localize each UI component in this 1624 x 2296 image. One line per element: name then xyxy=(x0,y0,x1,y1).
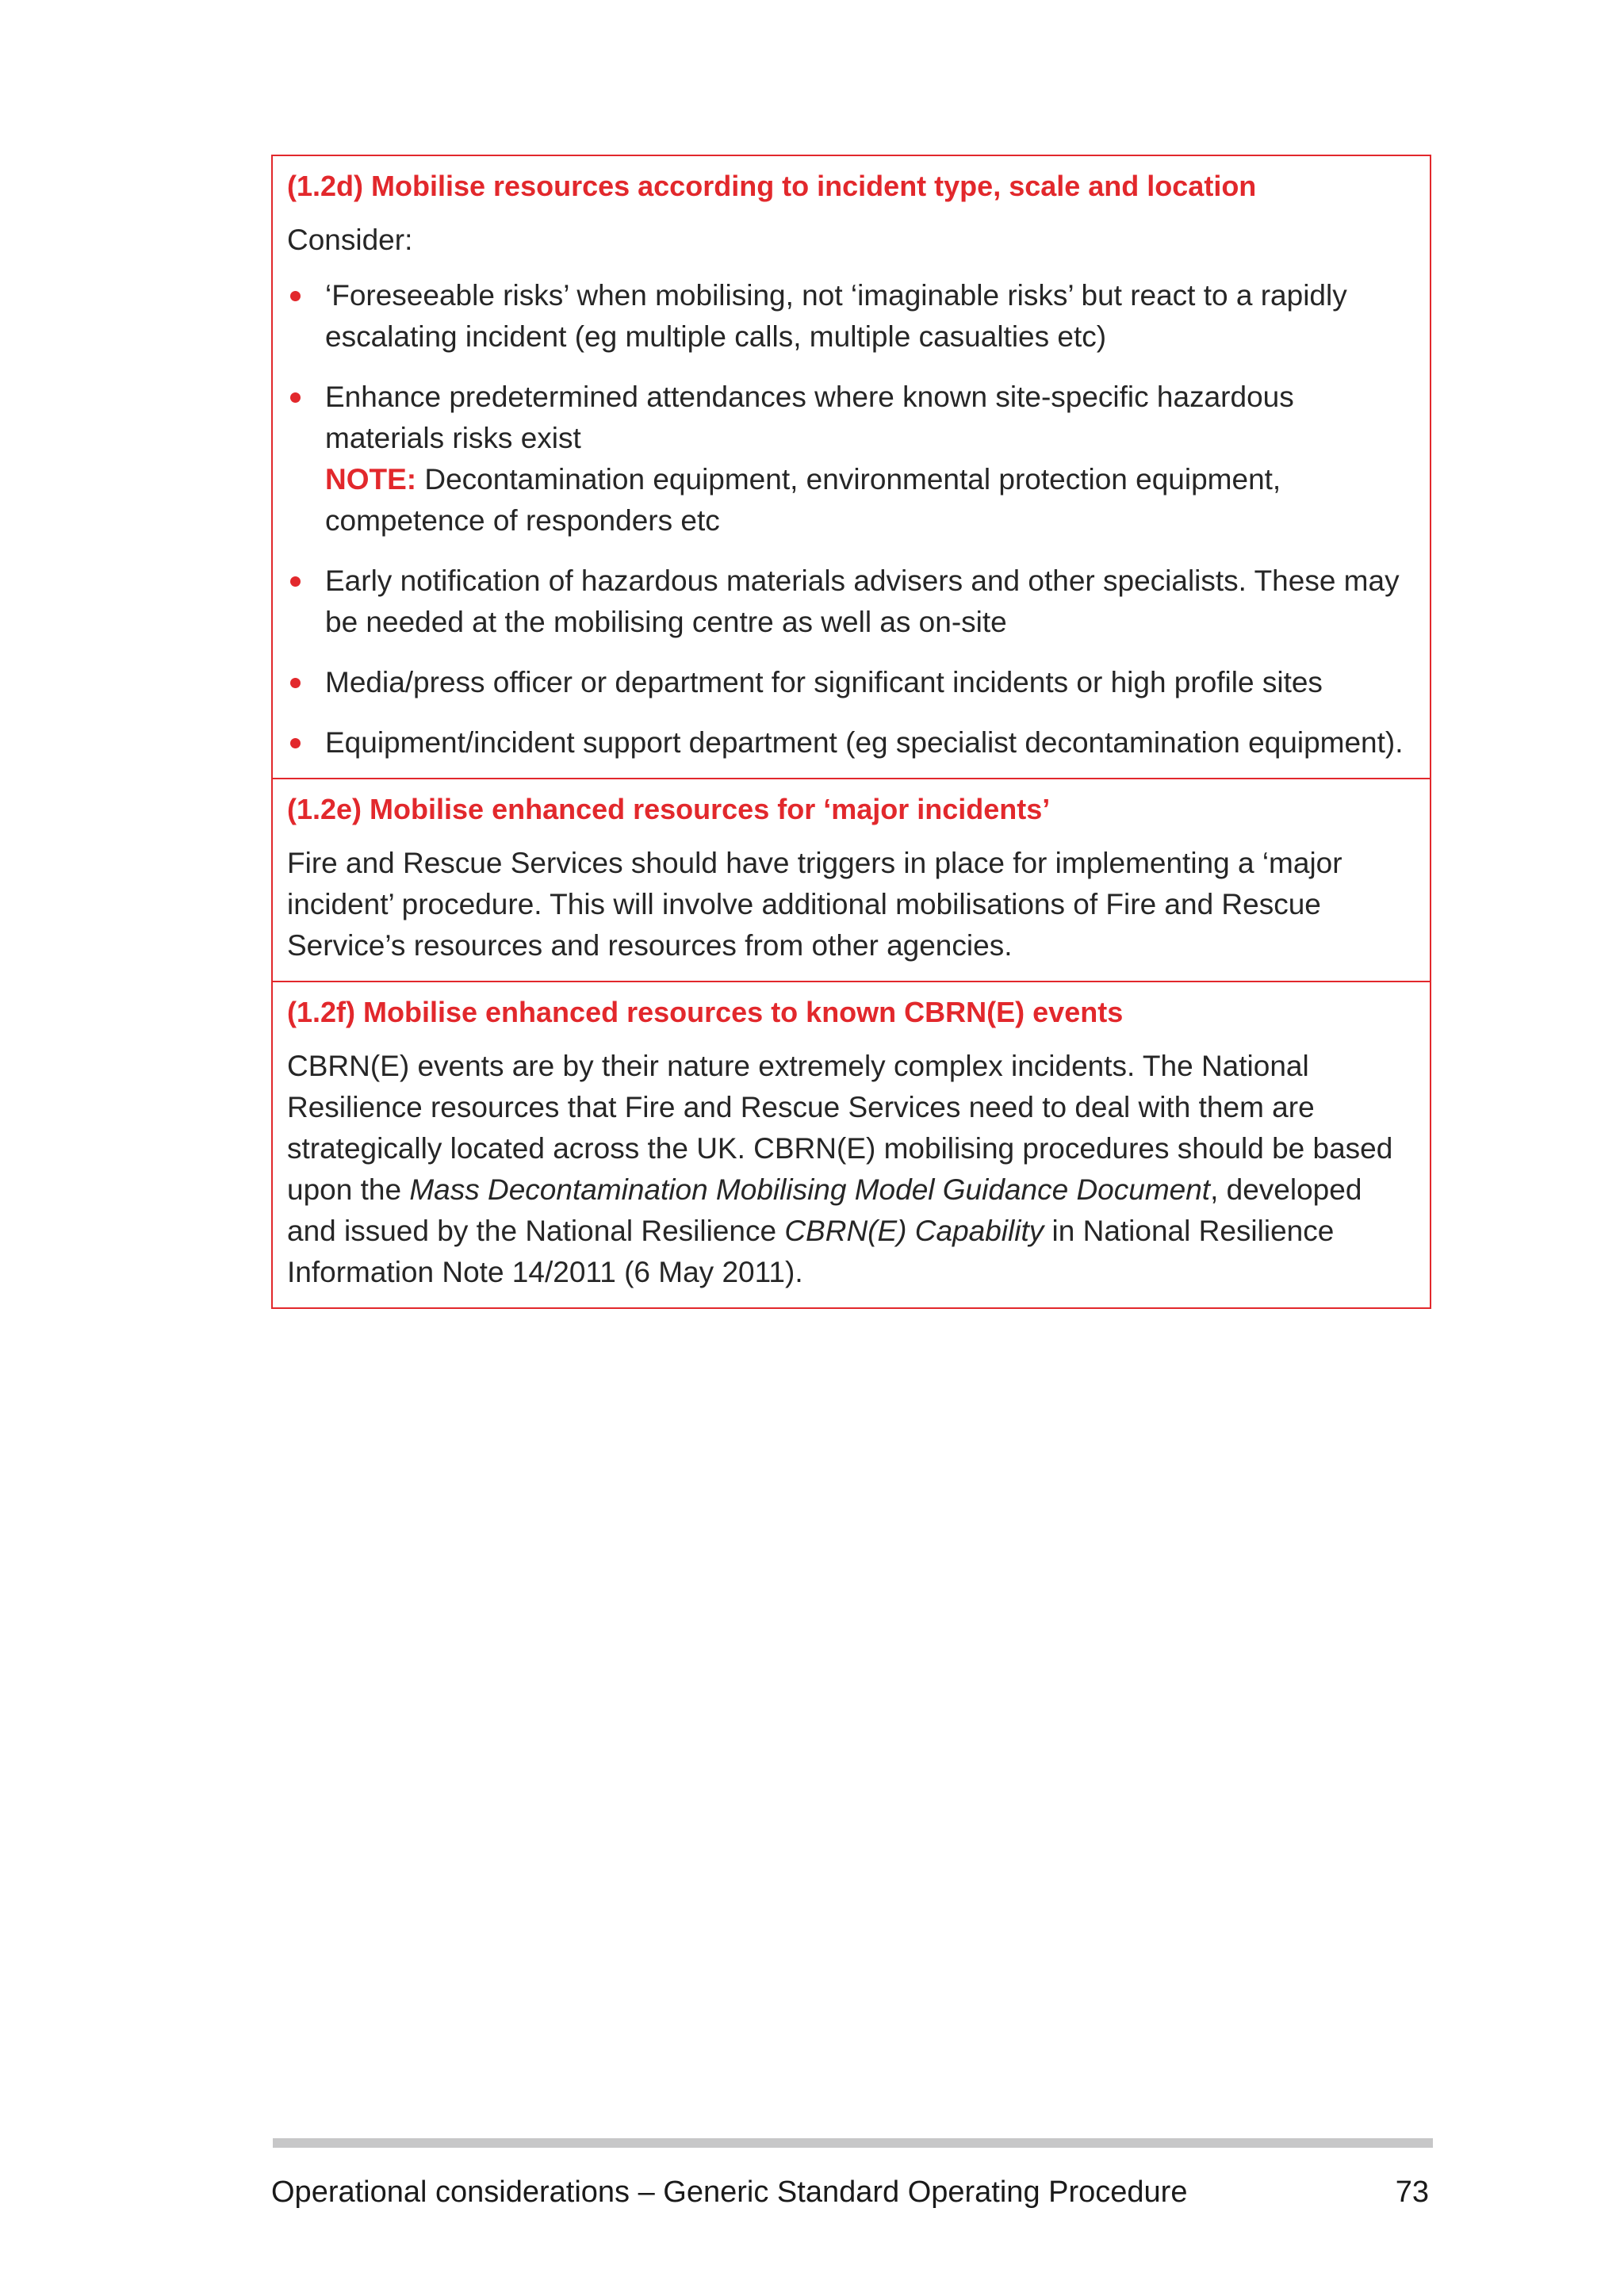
list-item-text: Early notification of hazardous materials advisers and other specialists. These may be needed at the mobilising centre as well as on-site xyxy=(325,564,1400,638)
list-item-text: Enhance predetermined attendances where known site-specific hazardous materials risks exist xyxy=(325,381,1294,454)
section-body xyxy=(287,1046,1415,1293)
list-item xyxy=(287,275,1415,358)
list-item xyxy=(287,377,1415,459)
section-1-2f xyxy=(273,981,1430,1307)
body-text: in National Resilience Information Note 14/2011 (6 May 2011). xyxy=(287,1215,1335,1288)
bullet-list xyxy=(287,561,1415,763)
section-1-2e xyxy=(273,778,1430,981)
note-label: NOTE: xyxy=(325,463,417,496)
document-title-emphasis: Mass Decontamination Mobilising Model Guidance Document xyxy=(409,1173,1211,1206)
section-heading: (1.2e) Mobilise enhanced resources for ‘major incidents’ xyxy=(287,793,1051,825)
list-item-text: Equipment/incident support department (eg specialist decontamination equipment). xyxy=(325,726,1404,759)
section-1-2d xyxy=(273,156,1430,778)
list-item xyxy=(287,722,1415,763)
footer-divider xyxy=(273,2138,1433,2148)
bullet-icon xyxy=(290,576,301,587)
list-item-text: ‘Foreseeable risks’ when mobilising, not ‘imaginable risks’ but react to a rapidly escalating incident (eg multiple calls, multiple casualties etc) xyxy=(325,279,1347,353)
list-item-text: Media/press officer or department for significant incidents or high profile sites xyxy=(325,666,1323,698)
bullet-icon xyxy=(290,738,301,748)
note-block xyxy=(287,459,1415,541)
section-heading: (1.2d) Mobilise resources according to incident type, scale and location xyxy=(287,170,1257,202)
list-item xyxy=(287,662,1415,703)
capability-emphasis: CBRN(E) Capability xyxy=(784,1215,1044,1247)
bullet-icon xyxy=(290,291,301,301)
footer-title: Operational considerations – Generic Standard Operating Procedure xyxy=(271,2175,1188,2209)
bullet-icon xyxy=(290,392,301,403)
section-body: Fire and Rescue Services should have triggers in place for implementing a ‘major incident’ procedure. This will involve additional mobilisations of Fire and Rescue Service’s resources and resources from other agencies. xyxy=(287,847,1342,962)
intro-text: Consider: xyxy=(287,224,413,256)
page-number: 73 xyxy=(1395,2175,1429,2209)
bullet-list xyxy=(287,275,1415,459)
body-text: , developed and issued by the National Resilience xyxy=(287,1173,1362,1247)
section-heading: (1.2f) Mobilise enhanced resources to known CBRN(E) events xyxy=(287,996,1124,1028)
procedure-table xyxy=(271,155,1431,1309)
bullet-icon xyxy=(290,678,301,688)
note-text: Decontamination equipment, environmental protection equipment, competence of responders etc xyxy=(325,463,1281,537)
list-item xyxy=(287,561,1415,643)
body-text: CBRN(E) events are by their nature extremely complex incidents. The National Resilience resources that Fire and Rescue Services need to deal with them are strategically located across the UK. CBRN(E) mobilising procedures should be based upon the xyxy=(287,1050,1393,1206)
